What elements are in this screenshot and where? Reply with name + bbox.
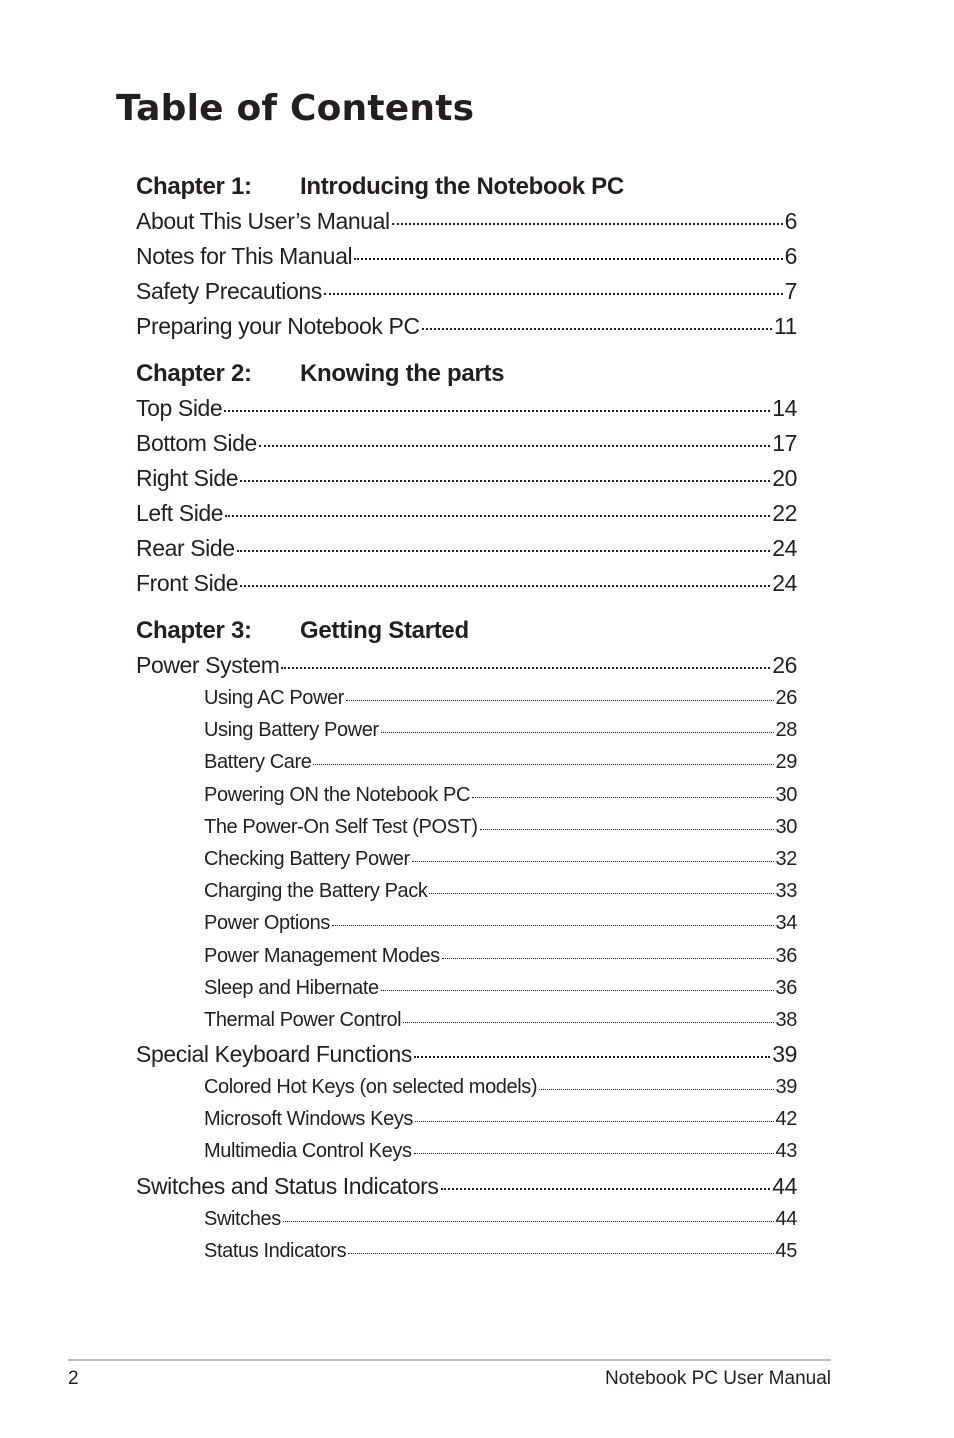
toc-page-number: 29 (775, 751, 797, 774)
toc-entry[interactable] (136, 278, 797, 313)
toc-entry-label: Notes for This Manual (136, 243, 353, 269)
chapter-heading (136, 166, 797, 208)
toc-subentry[interactable] (136, 848, 797, 880)
toc-page-number: 38 (775, 1008, 797, 1031)
dot-leader (422, 328, 772, 330)
toc-entry-label: Sleep and Hibernate (204, 976, 379, 999)
toc-subentry[interactable] (136, 784, 797, 816)
toc-page-number: 17 (772, 430, 797, 456)
toc-entry[interactable] (136, 430, 797, 465)
dot-leader (240, 480, 770, 482)
toc-entry-label: Charging the Battery Pack (204, 880, 428, 903)
dot-leader (441, 1188, 771, 1190)
toc-subentry[interactable] (136, 945, 797, 977)
toc-entry[interactable] (136, 208, 797, 243)
toc-entry[interactable] (136, 500, 797, 535)
dot-leader (354, 258, 782, 260)
toc-page-number: 6 (784, 208, 797, 234)
dot-leader (539, 1089, 773, 1090)
page-title: Table of Contents (116, 88, 475, 129)
toc-page-number: 43 (775, 1140, 797, 1163)
toc-entry-label: Switches and Status Indicators (136, 1172, 439, 1199)
toc-entry-label: Powering ON the Notebook PC (204, 783, 471, 806)
toc-entry-label: Bottom Side (136, 430, 257, 456)
toc-subentry[interactable] (136, 751, 797, 783)
toc-subentry[interactable] (136, 687, 797, 719)
toc-entry-label: About This User’s Manual (136, 208, 390, 234)
chapter-name: Getting Started (300, 617, 469, 644)
toc-subentry[interactable] (136, 719, 797, 751)
dot-leader (381, 732, 774, 733)
dot-leader (415, 1121, 774, 1122)
toc-entry-label: Left Side (136, 500, 224, 526)
toc-entry[interactable] (136, 243, 797, 278)
dot-leader (225, 515, 770, 517)
toc-entry-label: Front Side (136, 570, 239, 596)
toc-entry-label: Battery Care (204, 751, 312, 774)
toc-subentry[interactable] (136, 816, 797, 848)
toc-entry-label: Power System (136, 652, 280, 678)
toc-entry-label: Colored Hot Keys (on selected models) (204, 1076, 538, 1099)
dot-leader (392, 223, 783, 225)
toc-entry-label: Status Indicators (204, 1239, 347, 1262)
toc-page-number: 22 (772, 500, 797, 526)
chapter-number: Chapter 1: (136, 173, 252, 200)
toc-subentry[interactable] (136, 1009, 797, 1041)
dot-leader (414, 1153, 774, 1154)
dot-leader (237, 550, 771, 552)
chapter-name: Introducing the Notebook PC (300, 173, 624, 200)
toc-subentry[interactable] (136, 1208, 797, 1240)
toc-entry-label: Thermal Power Control (204, 1008, 402, 1031)
toc-page-number: 33 (775, 880, 797, 903)
toc-entry[interactable] (136, 313, 797, 348)
toc-entry-label: Switches (204, 1207, 281, 1230)
dot-leader (472, 797, 774, 798)
toc-subentry[interactable] (136, 1108, 797, 1140)
toc-page-number: 34 (775, 912, 797, 935)
chapter-heading (136, 610, 797, 652)
toc-page-number: 44 (772, 1172, 797, 1199)
toc-page-number: 26 (772, 652, 797, 678)
dot-leader (381, 990, 774, 991)
toc-subentry[interactable] (136, 1240, 797, 1272)
toc-subentry[interactable] (136, 1140, 797, 1172)
toc-entry-label: Safety Precautions (136, 278, 322, 304)
dot-leader (240, 585, 770, 587)
toc-entry-label: The Power-On Self Test (POST) (204, 815, 478, 838)
toc-entry[interactable] (136, 535, 797, 570)
dot-leader (346, 700, 774, 701)
dot-leader (332, 925, 774, 926)
dot-leader (313, 764, 773, 765)
toc-entry-label: Microsoft Windows Keys (204, 1108, 414, 1131)
toc-entry-label: Multimedia Control Keys (204, 1140, 412, 1163)
dot-leader (348, 1253, 773, 1254)
toc-subentry[interactable] (136, 912, 797, 944)
footer-manual-title: Notebook PC User Manual (605, 1368, 831, 1389)
toc-entry-label: Rear Side (136, 535, 235, 561)
chapter-number: Chapter 2: (136, 360, 252, 387)
toc-page-number: 26 (775, 687, 797, 709)
toc-page-number: 28 (775, 719, 797, 742)
toc-page-number: 24 (772, 570, 797, 596)
toc-page-number: 36 (775, 976, 797, 999)
footer-page-number: 2 (68, 1368, 79, 1389)
toc-page-number: 39 (772, 1041, 797, 1068)
chapter-name: Knowing the parts (300, 360, 505, 387)
toc-page-number: 44 (775, 1207, 797, 1230)
toc-page-number: 24 (772, 535, 797, 561)
toc-page-number: 36 (775, 944, 797, 967)
footer-divider (68, 1359, 831, 1361)
toc-entry-label: Using Battery Power (204, 719, 379, 742)
chapter-heading (136, 353, 797, 395)
toc-entry-label: Right Side (136, 465, 239, 491)
dot-leader (283, 1221, 774, 1222)
toc-entry-label: Power Options (204, 912, 330, 935)
toc-entry[interactable] (136, 1041, 797, 1076)
toc-page-number: 30 (775, 815, 797, 838)
toc-entry-label: Special Keyboard Functions (136, 1041, 412, 1068)
dot-leader (412, 861, 774, 862)
toc-entry-label: Checking Battery Power (204, 847, 410, 870)
toc-entry[interactable] (136, 652, 797, 687)
dot-leader (480, 829, 774, 830)
toc-entry-label: Power Management Modes (204, 944, 440, 967)
dot-leader (403, 1022, 773, 1023)
toc-entry[interactable] (136, 395, 797, 430)
toc-page-number: 32 (775, 847, 797, 870)
dot-leader (442, 958, 774, 959)
toc-page-number: 39 (775, 1076, 797, 1099)
toc-subentry[interactable] (136, 880, 797, 912)
toc-entry[interactable] (136, 570, 797, 605)
dot-leader (281, 667, 770, 669)
dot-leader (414, 1056, 770, 1058)
toc-page-number: 42 (775, 1108, 797, 1131)
toc-entry[interactable] (136, 465, 797, 500)
toc-page-number: 11 (773, 313, 797, 339)
table-of-contents (136, 166, 797, 1272)
dot-leader (259, 445, 770, 447)
toc-page-number: 7 (784, 278, 797, 304)
toc-page-number: 45 (775, 1239, 797, 1262)
toc-page-number: 20 (772, 465, 797, 491)
toc-page-number: 6 (784, 243, 797, 269)
toc-subentry[interactable] (136, 1076, 797, 1108)
toc-entry-label: Preparing your Notebook PC (136, 313, 420, 339)
chapter-number: Chapter 3: (136, 617, 252, 644)
dot-leader (429, 893, 773, 894)
dot-leader (324, 293, 783, 295)
toc-subentry[interactable] (136, 977, 797, 1009)
toc-page-number: 30 (775, 783, 797, 806)
toc-entry-label: Using AC Power (204, 687, 345, 709)
toc-entry[interactable] (136, 1173, 797, 1208)
toc-entry-label: Top Side (136, 395, 223, 421)
toc-page-number: 14 (772, 395, 797, 421)
dot-leader (224, 410, 770, 412)
